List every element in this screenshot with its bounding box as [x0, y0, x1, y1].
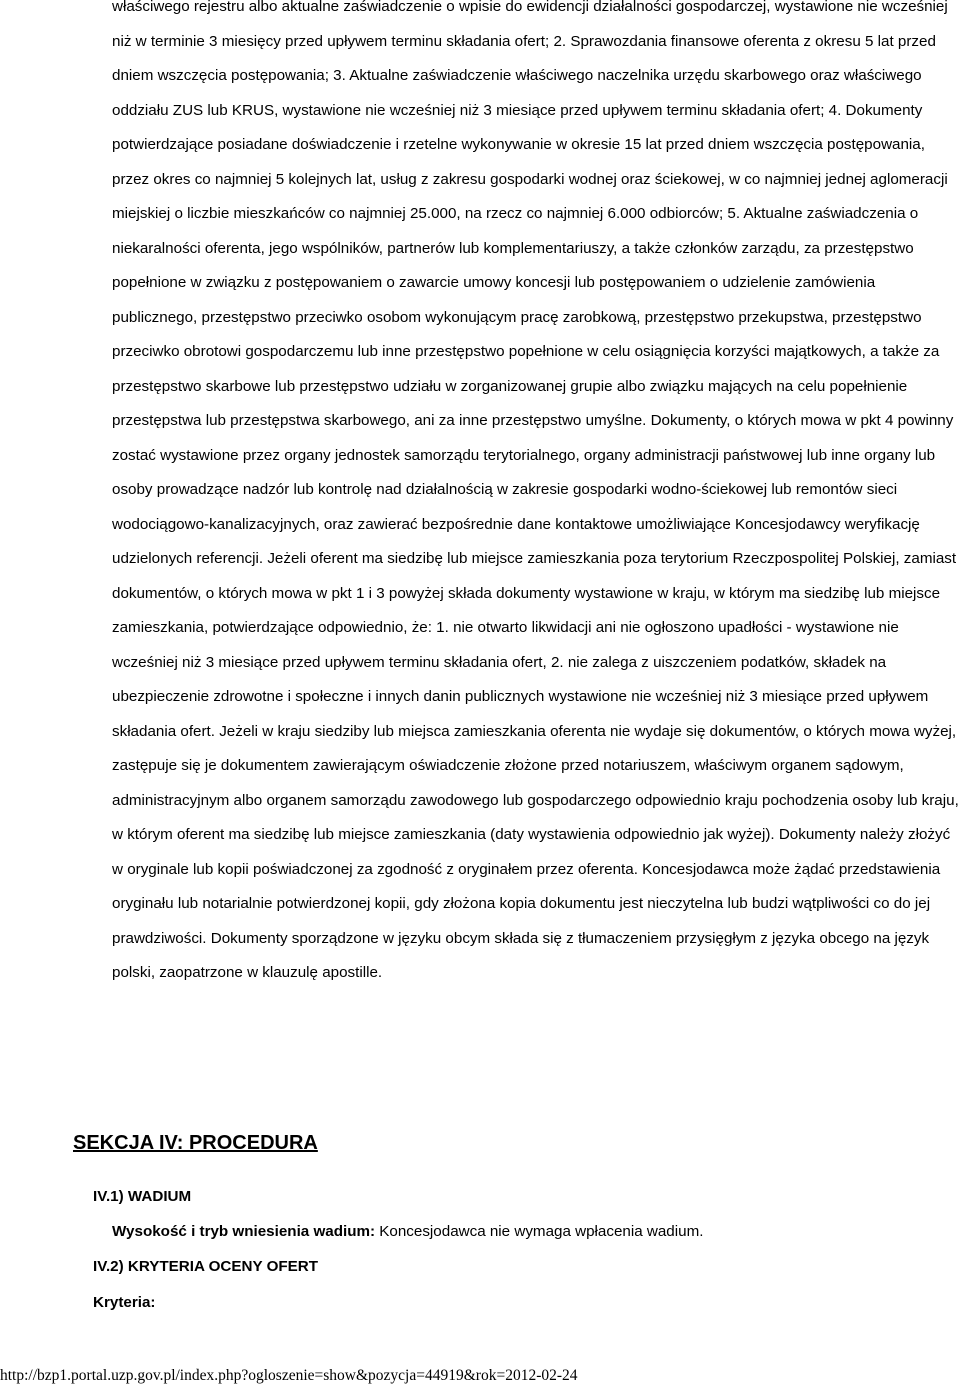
- wadium-value: Koncesjodawca nie wymaga wpłacenia wadium.: [375, 1223, 704, 1240]
- kryteria-label: Kryteria:: [93, 1294, 156, 1311]
- requirements-paragraph: właściwego rejestru albo aktualne zaświadczenie o wpisie do ewidencji działalności gospodarczej, wystawione nie wcześniej niż w terminie 3 miesięcy przed upływem terminu składania ofert; 2. Sprawozdania finansowe oferenta z okresu 5 lat przed dniem wszczęcia postępowania; 3. Aktualne zaświadczenie właściwego naczelnika urzędu skarbowego oraz właściwego oddziału ZUS lub KRUS, wystawione nie wcześniej niż 3 miesiące przed upływem terminu składania ofert; 4. Dokumenty potwierdzające posiadane doświadczenie i rzetelne wykonywanie w okresie 15 lat przed dniem wszczęcia postępowania, przez okres co najmniej 5 kolejnych lat, usług z zakresu gospodarki wodnej oraz ściekowej, w co najmniej jednej aglomeracji miejskiej o liczbie mieszkańców co najmniej 25.000, na rzecz co najmniej 6.000 odbiorców; 5. Aktualne zaświadczenia o niekaralności oferenta, jego wspólników, partnerów lub komplementariuszy, a także członków zarządu, za przestępstwo popełnione w związku z postępowaniem o zawarcie umowy koncesji lub postępowaniem o udzielenie zamówienia publicznego, przestępstwo przeciwko osobom wykonującym pracę zarobkową, przestępstwo przekupstwa, przestępstwo przeciwko obrotowi gospodarczemu lub inne przestępstwo popełnione w celu osiągnięcia korzyści majątkowych, a także za przestępstwo skarbowe lub przestępstwo udziału w zorganizowanej grupie albo związku mających na celu popełnienie przestępstwa lub przestępstwa skarbowego, ani za inne przestępstwo umyślne. Dokumenty, o których mowa w pkt 4 powinny zostać wystawione przez organy jednostek samorządu terytorialnego, organy administracji państwowej lub inne organy lub osoby prowadzące nadzór lub kontrolę nad działalnością w zakresie gospodarki wodno-ściekowej lub remontów sieci wodociągowo-kanalizacyjnych, oraz zawierać bezpośrednie dane kontaktowe umożliwiające Koncesjodawcy weryfikację udzielonych referencji. Jeżeli oferent ma siedzibę lub miejsce zamieszkania poza terytorium Rzeczpospolitej Polskiej, zamiast dokumentów, o których mowa w pkt 1 i 3 powyżej składa dokumenty wystawione w kraju, w którym ma siedzibę lub miejsce zamieszkania, potwierdzające odpowiednio, że: 1. nie otwarto likwidacji ani nie ogłoszono upadłości - wystawione nie wcześniej niż 3 miesiące przed upływem terminu składania ofert, 2. nie zalega z uiszczeniem podatków, składek na ubezpieczenie zdrowotne i społeczne i innych danin publicznych wystawione nie wcześniej niż 3 miesiące przed upływem składania ofert. Jeżeli w kraju siedziby lub miejsca zamieszkania oferenta nie wydaje się dokumentów, o których mowa wyżej, zastępuje się je dokumentem zawierającym oświadczenie złożone przed notariuszem, właściwym organem sądowym, administracyjnym albo organem samorządu zawodowego lub gospodarczego odpowiednio kraju pochodzenia osoby lub kraju, w którym oferent ma siedzibę lub miejsce zamieszkania (daty wystawienia odpowiednio jak wyżej). Dokumenty należy złożyć w oryginale lub kopii poświadczonej za zgodność z oryginałem przez oferenta. Koncesjodawca może żądać przedstawienia oryginału lub notarialnie potwierdzonej kopii, gdy złożona kopia dokumentu jest nieczytelna lub budzi wątpliwości co do jej prawdziwości. Dokumenty sporządzone w języku obcym składa się z tłumaczeniem przysięgłym z języka obcego na język polski, zaopatrzone w klauzulę apostille.: [112, 0, 959, 981]
- section-title: SEKCJA IV: PROCEDURA: [73, 1132, 318, 1154]
- wadium-label: Wysokość i tryb wniesienia wadium:: [112, 1223, 376, 1240]
- footer-url: http://bzp1.portal.uzp.gov.pl/index.php?ogloszenie=show&pozycja=44919&rok=2012-02-24: [0, 1367, 578, 1384]
- kryteria-heading: IV.2) KRYTERIA OCENY OFERT: [93, 1258, 319, 1275]
- wadium-field: [112, 1222, 703, 1242]
- wadium-heading: IV.1) WADIUM: [93, 1188, 192, 1205]
